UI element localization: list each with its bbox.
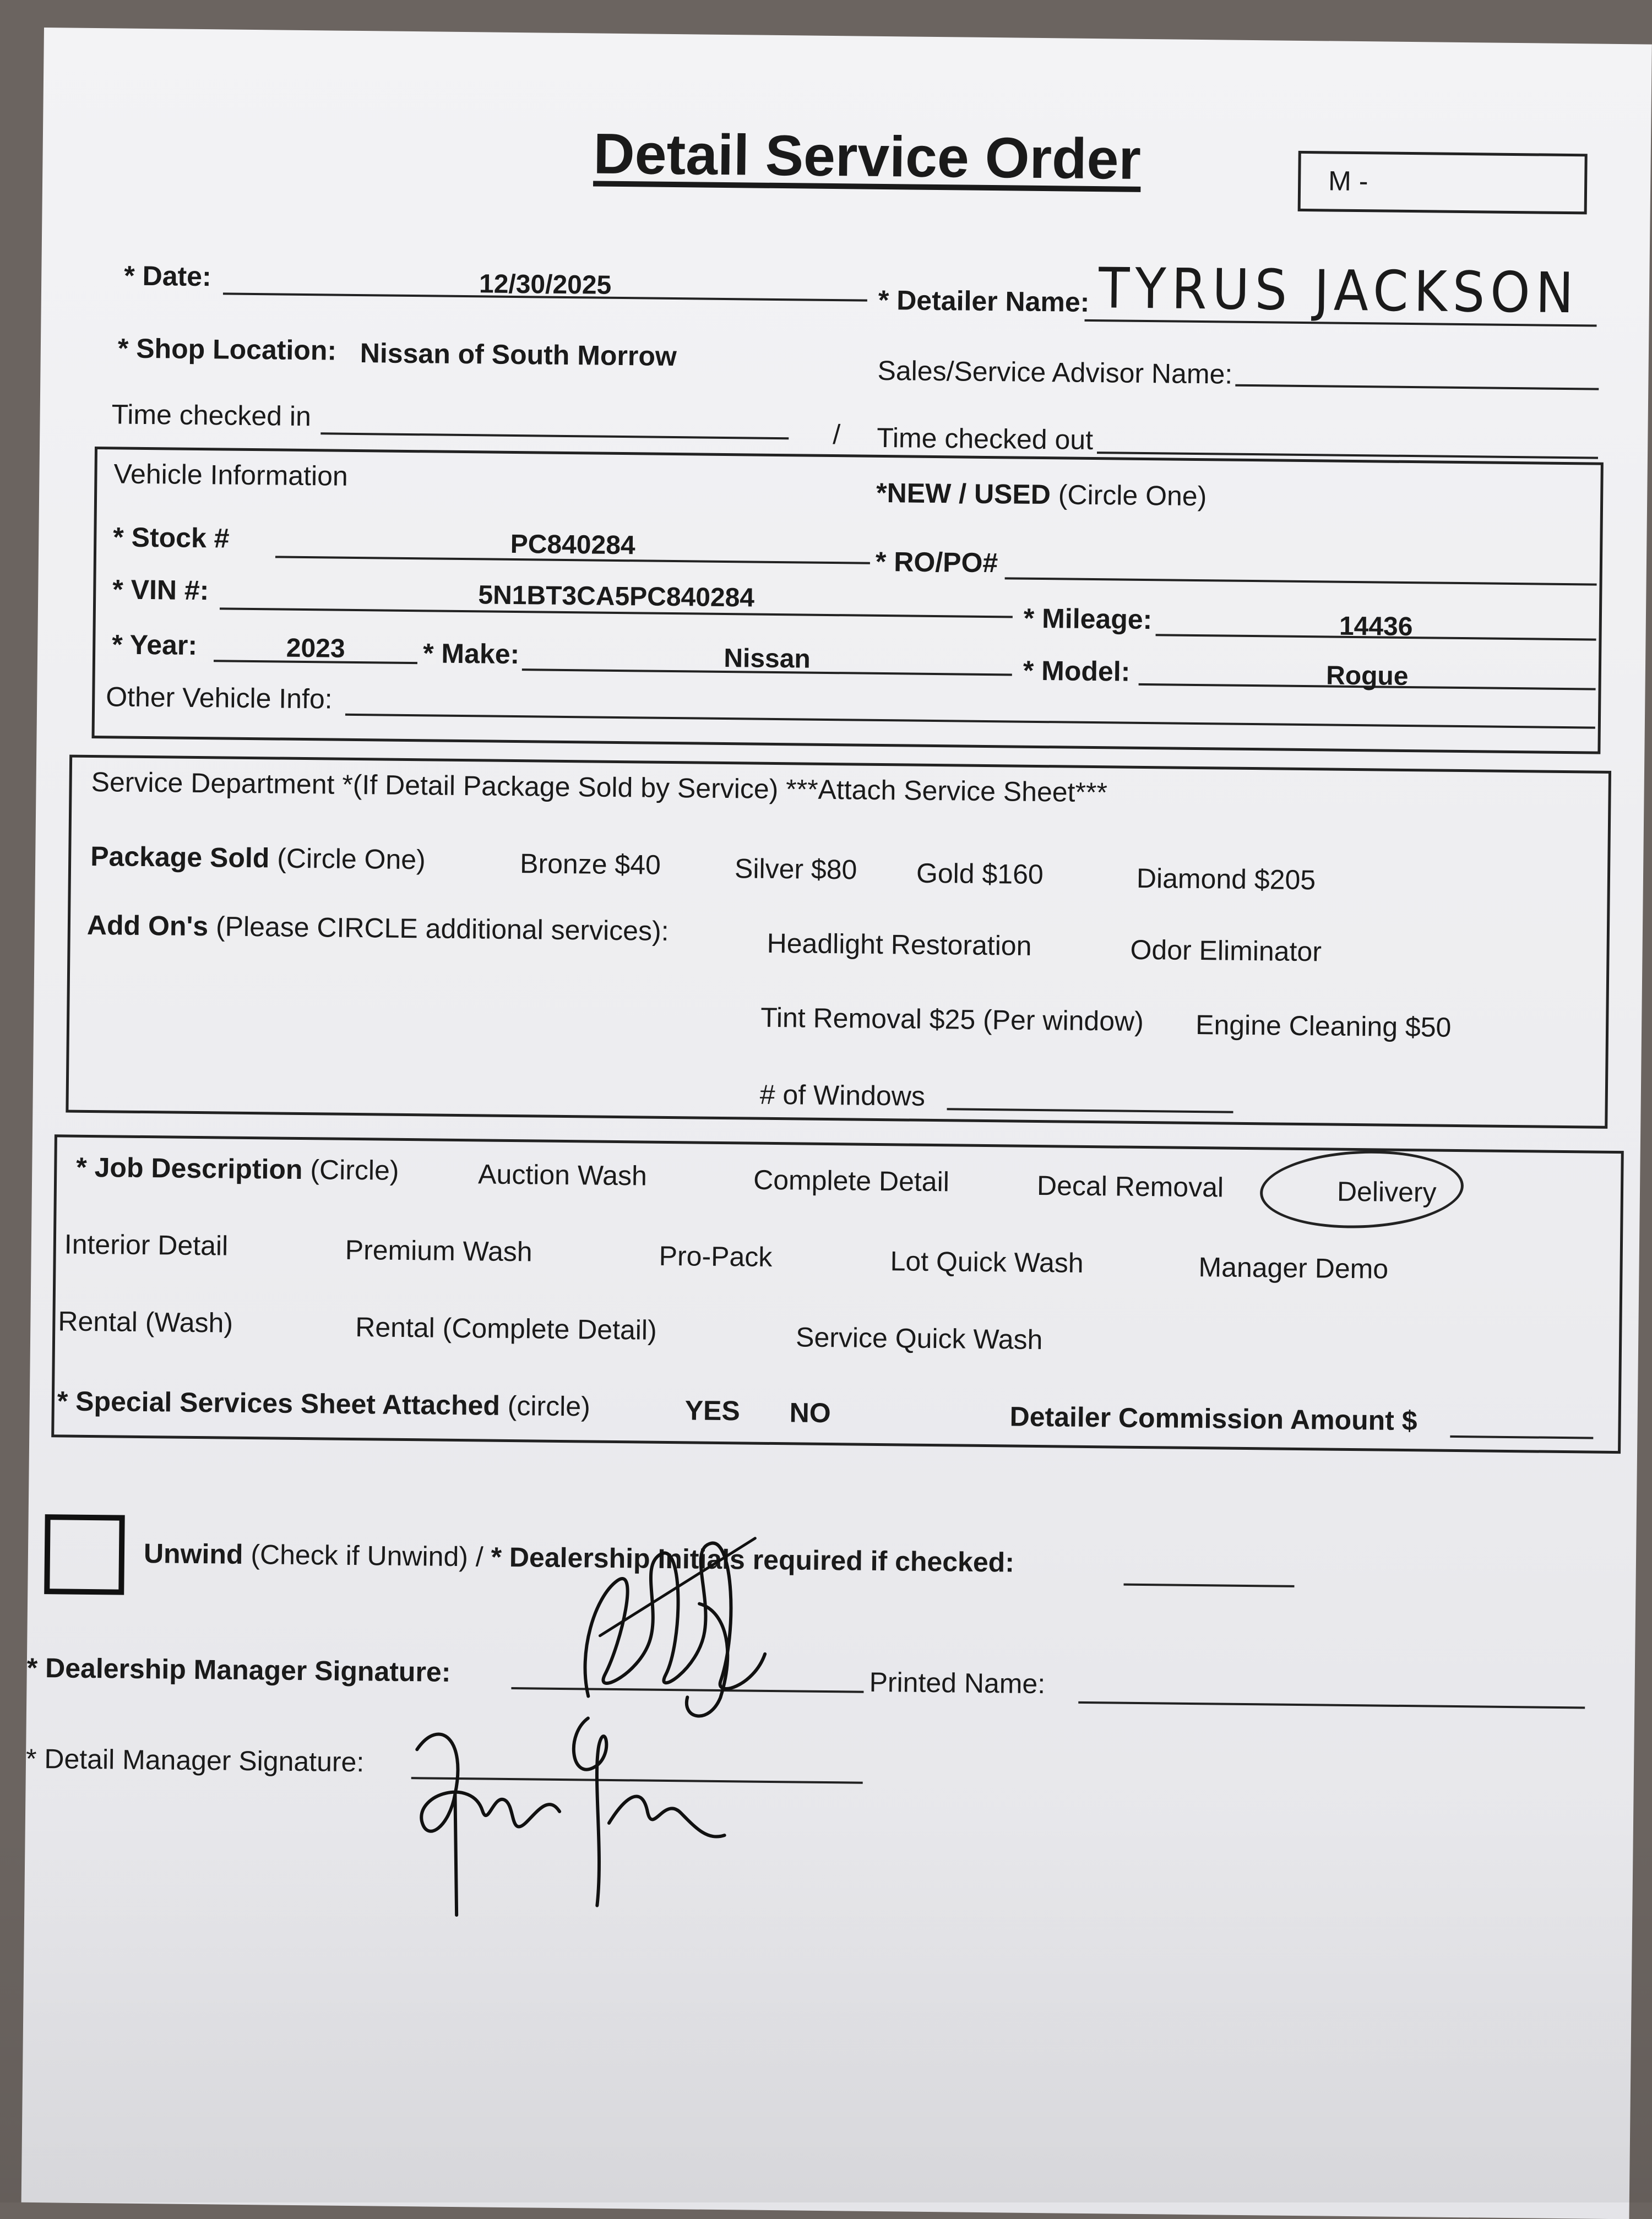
printed-name-field[interactable] xyxy=(1078,1701,1585,1709)
unwind-note: (Check if Unwind) / xyxy=(251,1539,491,1573)
package-diamond[interactable]: Diamond $205 xyxy=(1136,862,1316,896)
job-rental-wash[interactable]: Rental (Wash) xyxy=(58,1306,233,1339)
page-title: Detail Service Order xyxy=(593,122,1142,192)
order-number-prefix: M - xyxy=(1328,165,1368,197)
new-used-selector[interactable] xyxy=(876,477,1207,512)
job-description-label xyxy=(76,1151,399,1187)
addon-headlight-restoration[interactable]: Headlight Restoration xyxy=(767,927,1032,961)
make-label: * Make: xyxy=(422,638,520,670)
time-out-label: Time checked out xyxy=(876,422,1094,455)
time-in-label: Time checked in xyxy=(111,399,312,432)
time-separator: / xyxy=(833,419,841,450)
add-ons-label xyxy=(87,909,669,947)
order-number-box[interactable] xyxy=(1298,151,1588,214)
vin-value: 5N1BT3CA5PC840284 xyxy=(478,580,755,613)
time-in-field[interactable] xyxy=(320,432,789,439)
vehicle-information-label: Vehicle Information xyxy=(113,458,349,492)
job-pro-pack[interactable]: Pro-Pack xyxy=(659,1240,773,1272)
package-bronze[interactable]: Bronze $40 xyxy=(519,848,661,880)
advisor-name-label: Sales/Service Advisor Name: xyxy=(877,355,1233,390)
date-value: 12/30/2025 xyxy=(479,269,612,300)
job-decal-removal[interactable]: Decal Removal xyxy=(1036,1170,1224,1203)
unwind-bold: Unwind xyxy=(143,1538,243,1570)
add-ons-bold: Add On's xyxy=(86,909,209,942)
add-ons-note: (Please CIRCLE additional services): xyxy=(215,911,669,947)
year-value: 2023 xyxy=(286,633,345,663)
other-vehicle-info-label: Other Vehicle Info: xyxy=(105,681,333,715)
detailer-name-handwriting: TYRUS JACKSON xyxy=(1098,255,1580,326)
new-used-note: (Circle One) xyxy=(1058,479,1207,512)
shop-location-value: Nissan of South Morrow xyxy=(360,338,677,372)
package-sold-bold: Package Sold xyxy=(90,840,270,874)
package-sold-note: (Circle One) xyxy=(276,842,426,875)
model-value: Rogue xyxy=(1325,661,1409,692)
date-label: * Date: xyxy=(123,260,211,292)
dealership-manager-signature-label: * Dealership Manager Signature: xyxy=(26,1652,451,1688)
detailer-name-label: * Detailer Name: xyxy=(878,284,1090,318)
ro-po-label: * RO/PO# xyxy=(875,546,998,579)
unwind-initials-label: * Dealership Initials required if checked: xyxy=(491,1541,1015,1578)
package-gold[interactable]: Gold $160 xyxy=(916,857,1044,890)
make-value: Nissan xyxy=(724,643,811,674)
package-sold-label xyxy=(90,840,426,875)
detail-manager-signature-label: * Detail Manager Signature: xyxy=(25,1743,365,1778)
commission-label: Detailer Commission Amount $ xyxy=(1009,1401,1417,1437)
unwind-checkbox[interactable] xyxy=(44,1514,125,1595)
stock-label: * Stock # xyxy=(113,521,230,554)
job-complete-detail[interactable]: Complete Detail xyxy=(753,1164,950,1198)
job-lot-quick-wash[interactable]: Lot Quick Wash xyxy=(890,1246,1084,1279)
photo-shadow xyxy=(0,1817,1652,2202)
package-silver[interactable]: Silver $80 xyxy=(734,853,857,885)
job-manager-demo[interactable]: Manager Demo xyxy=(1198,1252,1389,1285)
model-label: * Model: xyxy=(1023,655,1131,687)
job-interior-detail[interactable]: Interior Detail xyxy=(64,1228,229,1261)
windows-count-label: # of Windows xyxy=(759,1079,926,1112)
addon-odor-eliminator[interactable]: Odor Eliminator xyxy=(1130,934,1322,967)
job-service-quick-wash[interactable]: Service Quick Wash xyxy=(795,1321,1043,1356)
special-services-bold: * Special Services Sheet Attached xyxy=(57,1385,501,1421)
printed-name-label: Printed Name: xyxy=(869,1666,1046,1700)
special-services-no[interactable]: NO xyxy=(789,1397,832,1429)
stock-value: PC840284 xyxy=(510,529,635,561)
service-department-header: Service Department *(If Detail Package Sold by Service) ***Attach Service Sheet*** xyxy=(91,766,1108,808)
special-services-yes[interactable]: YES xyxy=(684,1395,741,1427)
advisor-name-field[interactable] xyxy=(1235,384,1599,390)
dealership-initials-field[interactable] xyxy=(1123,1584,1294,1587)
job-premium-wash[interactable]: Premium Wash xyxy=(345,1234,532,1268)
vin-label: * VIN #: xyxy=(112,574,209,606)
special-services-note: (circle) xyxy=(507,1390,591,1422)
job-rental-complete-detail[interactable]: Rental (Complete Detail) xyxy=(355,1312,657,1346)
job-description-bold: * Job Description xyxy=(76,1151,303,1185)
job-description-note: (Circle) xyxy=(310,1154,399,1186)
job-delivery[interactable]: Delivery xyxy=(1336,1176,1437,1208)
job-auction-wash[interactable]: Auction Wash xyxy=(477,1159,648,1192)
year-label: * Year: xyxy=(111,629,198,661)
mileage-value: 14436 xyxy=(1339,611,1413,642)
addon-tint-removal[interactable]: Tint Removal $25 (Per window) xyxy=(760,1002,1144,1037)
addon-engine-cleaning[interactable]: Engine Cleaning $50 xyxy=(1195,1009,1452,1043)
special-services-label xyxy=(57,1385,591,1422)
shop-location-label: * Shop Location: xyxy=(117,333,337,366)
new-used-label: *NEW / USED xyxy=(876,477,1051,510)
mileage-label: * Mileage: xyxy=(1023,602,1153,635)
